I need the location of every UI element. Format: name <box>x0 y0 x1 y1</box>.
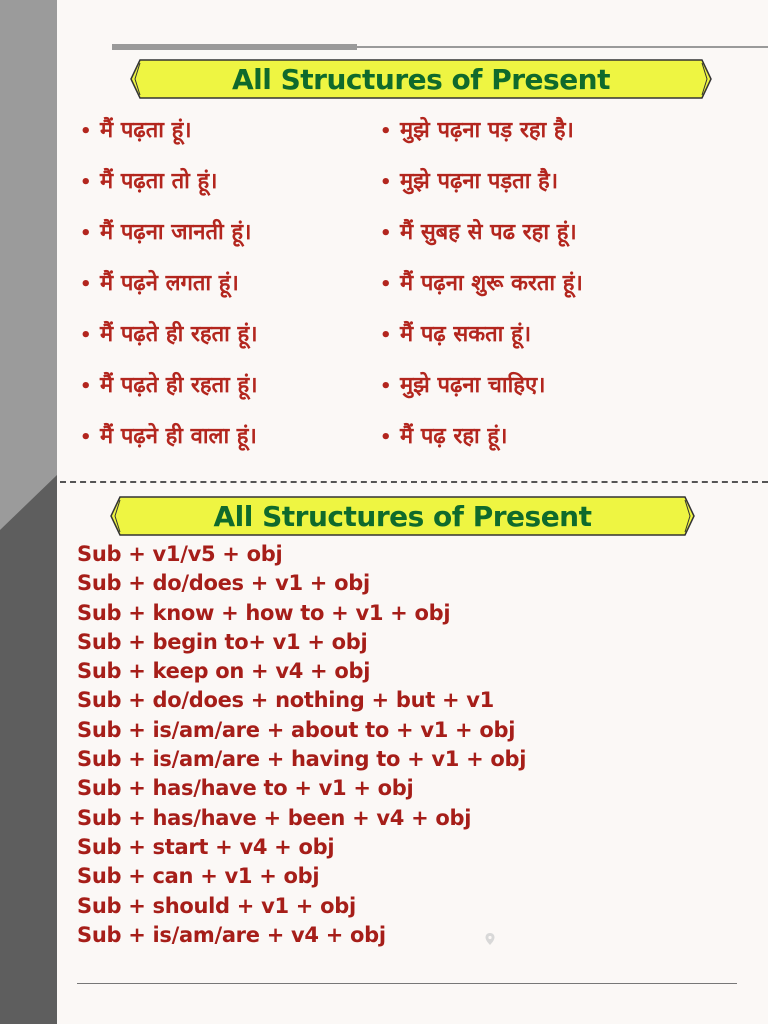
bullet-icon: • <box>80 376 92 397</box>
hindi-sentence: मैं पढ़ सकता हूं। <box>400 322 532 347</box>
bullet-icon: • <box>80 172 92 193</box>
list-item <box>380 167 583 218</box>
bullet-icon: • <box>80 427 92 448</box>
list-item <box>80 167 258 218</box>
formula-list <box>77 540 526 950</box>
hindi-sentence: मुझे पढ़ना पड़ रहा है। <box>400 118 574 143</box>
formula-item: Sub + start + v4 + obj <box>77 834 335 859</box>
list-item <box>80 371 258 422</box>
list-item <box>80 422 258 473</box>
formula-item: Sub + know + how to + v1 + obj <box>77 600 451 625</box>
title-banner-top <box>130 59 712 99</box>
formula-item: Sub + is/am/are + v4 + obj <box>77 922 386 947</box>
bullet-icon: • <box>80 121 92 142</box>
formula-item: Sub + has/have + been + v4 + obj <box>77 805 472 830</box>
bullet-icon: • <box>80 274 92 295</box>
formula-item: Sub + do/does + nothing + but + v1 <box>77 688 494 713</box>
bullet-icon: • <box>80 325 92 346</box>
formula-item: Sub + is/am/are + having to + v1 + obj <box>77 747 527 772</box>
top-rule-thick <box>112 44 357 50</box>
formula-item: Sub + can + v1 + obj <box>77 864 320 889</box>
formula-item: Sub + begin to+ v1 + obj <box>77 629 368 654</box>
list-item <box>380 320 583 371</box>
hindi-list-right <box>380 116 583 473</box>
hindi-list-left <box>80 116 258 473</box>
hindi-sentence: मुझे पढ़ना पड़ता है। <box>400 169 559 194</box>
hindi-sentence: मैं पढ़ रहा हूं। <box>400 424 508 449</box>
hindi-sentence: मैं सुबह से पढ रहा हूं। <box>400 220 577 245</box>
title-banner-bottom <box>110 496 695 536</box>
side-panel <box>0 0 57 1024</box>
bullet-icon: • <box>380 376 392 397</box>
bottom-rule <box>77 983 737 984</box>
bullet-icon: • <box>380 274 392 295</box>
hindi-sentence: मुझे पढ़ना चाहिए। <box>400 373 546 398</box>
hindi-sentence: मैं पढ़ता तो हूं। <box>100 169 218 194</box>
hindi-sentence: मैं पढ़ना जानती हूं। <box>100 220 252 245</box>
list-item <box>380 371 583 422</box>
list-item <box>80 269 258 320</box>
list-item <box>380 218 583 269</box>
bullet-icon: • <box>380 223 392 244</box>
bullet-icon: • <box>80 223 92 244</box>
list-item <box>380 422 583 473</box>
list-item <box>80 116 258 167</box>
formula-item: Sub + do/does + v1 + obj <box>77 571 370 596</box>
bullet-icon: • <box>380 121 392 142</box>
list-item <box>80 320 258 371</box>
hindi-sentence: मैं पढ़ना शुरू करता हूं। <box>400 271 583 296</box>
formula-item: Sub + should + v1 + obj <box>77 893 356 918</box>
dashed-divider <box>60 481 768 483</box>
hindi-sentence: मैं पढ़ने ही वाला हूं। <box>100 424 257 449</box>
list-item <box>380 116 583 167</box>
list-item <box>380 269 583 320</box>
formula-item: Sub + is/am/are + about to + v1 + obj <box>77 717 516 742</box>
banner-title-top: All Structures of Present <box>232 62 610 96</box>
list-item <box>80 218 258 269</box>
formula-item: Sub + keep on + v4 + obj <box>77 659 371 684</box>
bullet-icon: • <box>380 172 392 193</box>
top-rule-thin <box>357 46 768 48</box>
formula-item: Sub + v1/v5 + obj <box>77 542 283 566</box>
hindi-sentence: मैं पढ़ता हूं। <box>100 118 192 143</box>
bullet-icon: • <box>380 325 392 346</box>
location-pin-icon <box>485 933 495 945</box>
hindi-sentence: मैं पढ़ने लगता हूं। <box>100 271 239 296</box>
formula-item: Sub + has/have to + v1 + obj <box>77 776 414 801</box>
hindi-sentence: मैं पढ़ते ही रहता हूं। <box>100 322 258 347</box>
bullet-icon: • <box>380 427 392 448</box>
hindi-sentence: मैं पढ़ते ही रहता हूं। <box>100 373 258 398</box>
banner-title-bottom: All Structures of Present <box>213 499 592 533</box>
